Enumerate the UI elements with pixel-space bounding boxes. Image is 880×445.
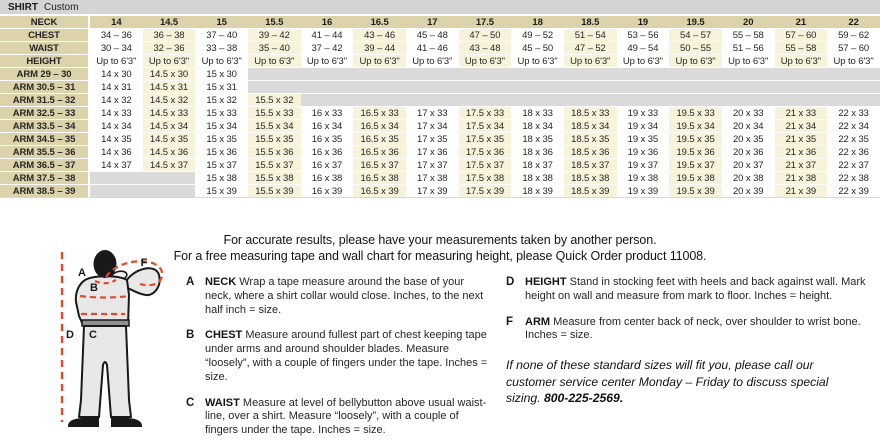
size-cell: 59 – 62	[827, 29, 880, 42]
empty-cell	[406, 68, 459, 81]
size-cell: 16.5	[353, 16, 406, 29]
empty-cell	[775, 94, 828, 107]
size-cell: Up to 6'3"	[90, 55, 143, 68]
size-cell: 16 x 35	[301, 133, 354, 146]
size-row	[0, 120, 880, 133]
size-cell: 35 – 40	[248, 42, 301, 55]
empty-cell	[775, 81, 828, 94]
size-cell: 17	[406, 16, 459, 29]
size-cell: 15.5 x 37	[248, 159, 301, 172]
size-cell: 18 x 34	[511, 120, 564, 133]
empty-cell	[617, 94, 670, 107]
size-cell: 18 x 39	[511, 185, 564, 198]
size-cell: 19 x 36	[617, 146, 670, 159]
row-label: ARM 38.5 – 39	[0, 185, 90, 198]
size-cell: 16 x 37	[301, 159, 354, 172]
empty-cell	[353, 94, 406, 107]
size-cell: 19 x 37	[617, 159, 670, 172]
size-cell: 14 x 36	[90, 146, 143, 159]
size-row	[0, 55, 880, 68]
size-cell: 16	[301, 16, 354, 29]
instruction-text: NECK Wrap a tape measure around the base of your neck, where a shirt collar would close. Inches, to the next half inch = size.	[205, 276, 484, 316]
size-cell: 20	[722, 16, 775, 29]
size-cell: 43 – 48	[459, 42, 512, 55]
size-cell: 37 – 42	[301, 42, 354, 55]
size-cell: 41 – 44	[301, 29, 354, 42]
size-cell: 16.5 x 33	[353, 107, 406, 120]
size-cell: 22	[827, 16, 880, 29]
size-cell: 18	[511, 16, 564, 29]
row-label: ARM 32.5 – 33	[0, 107, 90, 120]
intro-line-2: For a free measuring tape and wall chart for measuring height, please Quick Order product 11008.	[173, 248, 707, 263]
size-cell: 18 x 37	[511, 159, 564, 172]
size-cell: 18.5 x 35	[564, 133, 617, 146]
person-back-view-illustration	[6, 250, 181, 442]
size-cell: Up to 6'3"	[617, 55, 670, 68]
empty-cell	[143, 172, 196, 185]
size-cell: 15	[195, 16, 248, 29]
instructions-right-column	[506, 276, 874, 407]
size-cell: 15.5 x 32	[248, 94, 301, 107]
size-cell: 14.5 x 35	[143, 133, 196, 146]
size-cell: 14.5 x 33	[143, 107, 196, 120]
size-cell: 14.5 x 31	[143, 81, 196, 94]
size-cell: 16.5 x 36	[353, 146, 406, 159]
empty-cell	[775, 68, 828, 81]
empty-cell	[353, 81, 406, 94]
size-cell: 32 – 36	[143, 42, 196, 55]
size-cell: 15 x 36	[195, 146, 248, 159]
size-cell: 20 x 36	[722, 146, 775, 159]
size-cell: 15 x 38	[195, 172, 248, 185]
size-cell: 21 x 38	[775, 172, 828, 185]
size-cell: 15.5 x 36	[248, 146, 301, 159]
size-cell: Up to 6'3"	[248, 55, 301, 68]
size-cell: Up to 6'3"	[511, 55, 564, 68]
instruction-chest	[186, 329, 490, 384]
empty-cell	[617, 68, 670, 81]
size-cell: 18.5 x 39	[564, 185, 617, 198]
size-cell: 16.5 x 35	[353, 133, 406, 146]
size-cell: 14 x 37	[90, 159, 143, 172]
size-cell: 15.5 x 39	[248, 185, 301, 198]
size-row	[0, 172, 880, 185]
table-subtitle: Custom	[44, 2, 79, 13]
size-cell: 18 x 35	[511, 133, 564, 146]
empty-cell	[617, 81, 670, 94]
size-cell: 30 – 34	[90, 42, 143, 55]
instruction-text: WAIST Measure at level of bellybutton above usual waist-line, over a shirt. Measure “loosely”, with a couple of fingers under the tape. Inches = size.	[205, 396, 487, 437]
size-cell: 22 x 39	[827, 185, 880, 198]
empty-cell	[827, 68, 880, 81]
size-cell: 15 x 37	[195, 159, 248, 172]
size-cell: 15 x 34	[195, 120, 248, 133]
row-label: WAIST	[0, 42, 90, 55]
size-cell: 18 x 36	[511, 146, 564, 159]
size-cell: 14.5 x 30	[143, 68, 196, 81]
empty-cell	[722, 94, 775, 107]
size-cell: 22 x 33	[827, 107, 880, 120]
figure-label-a: A	[78, 267, 86, 279]
empty-cell	[564, 81, 617, 94]
instruction-term: NECK	[205, 276, 237, 288]
size-cell: 51 – 54	[564, 29, 617, 42]
size-cell: Up to 6'3"	[353, 55, 406, 68]
note-text: If none of these standard sizes will fit you, please call our customer service center Monday – Friday to discuss special sizing.	[506, 358, 829, 406]
size-cell: 15.5	[248, 16, 301, 29]
size-cell: Up to 6'3"	[143, 55, 196, 68]
head	[94, 250, 117, 278]
instruction-letter: C	[186, 396, 195, 409]
size-cell: 19.5 x 34	[669, 120, 722, 133]
empty-cell	[301, 94, 354, 107]
instruction-term: CHEST	[205, 329, 243, 342]
instruction-waist	[186, 397, 490, 438]
size-cell: 16 x 33	[301, 107, 354, 120]
size-cell: 21 x 33	[775, 107, 828, 120]
empty-cell	[143, 185, 196, 198]
size-cell: 15.5 x 33	[248, 107, 301, 120]
size-cell: 19.5	[669, 16, 722, 29]
size-cell: 16.5 x 34	[353, 120, 406, 133]
torso	[76, 276, 129, 325]
size-cell: 15.5 x 35	[248, 133, 301, 146]
row-label: CHEST	[0, 29, 90, 42]
size-cell: 14.5	[143, 16, 196, 29]
size-cell: 18.5 x 37	[564, 159, 617, 172]
empty-cell	[827, 81, 880, 94]
size-cell: 15 x 39	[195, 185, 248, 198]
size-cell: Up to 6'3"	[564, 55, 617, 68]
size-row	[0, 146, 880, 159]
instruction-letter: A	[186, 276, 195, 288]
size-cell: 17 x 35	[406, 133, 459, 146]
size-cell: 14 x 34	[90, 120, 143, 133]
empty-cell	[248, 68, 301, 81]
size-cell: 17.5 x 38	[459, 172, 512, 185]
empty-cell	[564, 68, 617, 81]
figure-label-f: F	[140, 257, 148, 269]
size-cell: 54 – 57	[669, 29, 722, 42]
size-cell: 19 x 33	[617, 107, 670, 120]
instruction-text: CHEST Measure around fullest part of chest keeping tape under arms and around shoulder blades. Measure “loosely”, with a couple of fingers under the tape. Inches = size.	[205, 329, 488, 383]
instructions-left-column	[186, 276, 490, 445]
empty-cell	[669, 68, 722, 81]
row-label: HEIGHT	[0, 55, 90, 68]
left-shoe	[68, 418, 99, 427]
size-cell: 43 – 46	[353, 29, 406, 42]
legs	[79, 326, 131, 417]
size-cell: 55 – 58	[775, 42, 828, 55]
size-cell: 17.5 x 34	[459, 120, 512, 133]
size-cell: 17.5 x 35	[459, 133, 512, 146]
size-cell: 37 – 40	[195, 29, 248, 42]
instruction-letter: D	[506, 276, 515, 288]
size-cell: 22 x 34	[827, 120, 880, 133]
row-label: ARM 34.5 – 35	[0, 133, 90, 146]
size-cell: 33 – 38	[195, 42, 248, 55]
note-phone-number: 800-225-2569.	[543, 391, 624, 406]
size-cell: 17 x 34	[406, 120, 459, 133]
table-title-bar	[0, 0, 880, 15]
size-cell: 20 x 37	[722, 159, 775, 172]
size-cell: 15 x 35	[195, 133, 248, 146]
size-cell: 49 – 54	[617, 42, 670, 55]
size-cell: 14 x 31	[90, 81, 143, 94]
size-cell: 14	[90, 16, 143, 29]
size-cell: Up to 6'3"	[459, 55, 512, 68]
size-cell: 19.5 x 38	[669, 172, 722, 185]
empty-cell	[248, 81, 301, 94]
size-cell: 41 – 46	[406, 42, 459, 55]
size-cell: 19	[617, 16, 670, 29]
size-cell: 17.5 x 39	[459, 185, 512, 198]
row-label: ARM 36.5 – 37	[0, 159, 90, 172]
empty-cell	[353, 68, 406, 81]
row-label: ARM 37.5 – 38	[0, 172, 90, 185]
empty-cell	[669, 81, 722, 94]
size-cell: 17 x 36	[406, 146, 459, 159]
size-cell: 22 x 36	[827, 146, 880, 159]
size-cell: 19 x 34	[617, 120, 670, 133]
neck-header-row	[0, 16, 880, 29]
size-cell: 19 x 35	[617, 133, 670, 146]
size-cell: 16 x 36	[301, 146, 354, 159]
instruction-term: WAIST	[205, 396, 240, 409]
size-cell: 15.5 x 38	[248, 172, 301, 185]
instruction-arm	[506, 316, 874, 344]
size-cell: 36 – 38	[143, 29, 196, 42]
size-cell: 14.5 x 32	[143, 94, 196, 107]
shirt-size-table	[0, 16, 880, 198]
instruction-height	[506, 276, 874, 304]
size-cell: 17 x 39	[406, 185, 459, 198]
size-row	[0, 159, 880, 172]
empty-cell	[90, 185, 143, 198]
size-table-body	[0, 16, 880, 198]
size-cell: 22 x 38	[827, 172, 880, 185]
empty-cell	[722, 81, 775, 94]
size-cell: 16.5 x 37	[353, 159, 406, 172]
empty-cell	[511, 81, 564, 94]
size-cell: 15 x 32	[195, 94, 248, 107]
empty-cell	[90, 172, 143, 185]
figure-label-d: D	[66, 329, 74, 341]
size-cell: 19.5 x 33	[669, 107, 722, 120]
size-cell: 14 x 32	[90, 94, 143, 107]
size-cell: 45 – 48	[406, 29, 459, 42]
size-cell: Up to 6'3"	[775, 55, 828, 68]
size-cell: 49 – 52	[511, 29, 564, 42]
size-cell: 15.5 x 34	[248, 120, 301, 133]
size-cell: 47 – 50	[459, 29, 512, 42]
figure-label-b: B	[90, 282, 98, 294]
size-cell: 22 x 35	[827, 133, 880, 146]
size-row	[0, 81, 880, 94]
size-row	[0, 68, 880, 81]
size-cell: 51 – 56	[722, 42, 775, 55]
empty-cell	[406, 94, 459, 107]
size-cell: 17.5 x 33	[459, 107, 512, 120]
instruction-text: HEIGHT Stand in stocking feet with heels and back against wall. Mark height on wall and measure from mark to floor. Inches = height.	[525, 276, 866, 302]
size-cell: 16.5 x 39	[353, 185, 406, 198]
empty-cell	[301, 81, 354, 94]
empty-cell	[459, 68, 512, 81]
size-cell: 47 – 52	[564, 42, 617, 55]
size-cell: 19 x 39	[617, 185, 670, 198]
size-cell: 14 x 35	[90, 133, 143, 146]
size-cell: 55 – 58	[722, 29, 775, 42]
size-cell: 16 x 38	[301, 172, 354, 185]
size-cell: 22 x 37	[827, 159, 880, 172]
size-cell: 17 x 33	[406, 107, 459, 120]
size-cell: 14 x 30	[90, 68, 143, 81]
size-cell: 39 – 42	[248, 29, 301, 42]
row-label: NECK	[0, 16, 90, 29]
empty-cell	[406, 81, 459, 94]
size-cell: 21 x 36	[775, 146, 828, 159]
size-cell: 18.5	[564, 16, 617, 29]
size-cell: 15 x 30	[195, 68, 248, 81]
size-cell: 14 x 33	[90, 107, 143, 120]
instruction-text: ARM Measure from center back of neck, over shoulder to wrist bone. Inches = size.	[525, 315, 861, 342]
empty-cell	[827, 94, 880, 107]
row-label: ARM 33.5 – 34	[0, 120, 90, 133]
instruction-term: ARM	[525, 315, 551, 328]
size-cell: 53 – 56	[617, 29, 670, 42]
size-cell: 16 x 34	[301, 120, 354, 133]
size-cell: 18.5 x 38	[564, 172, 617, 185]
size-row	[0, 29, 880, 42]
empty-cell	[669, 94, 722, 107]
size-cell: 57 – 60	[827, 42, 880, 55]
size-cell: Up to 6'3"	[195, 55, 248, 68]
row-label: ARM 30.5 – 31	[0, 81, 90, 94]
size-cell: 17.5 x 36	[459, 146, 512, 159]
size-cell: 15 x 31	[195, 81, 248, 94]
size-cell: 50 – 55	[669, 42, 722, 55]
size-cell: 20 x 39	[722, 185, 775, 198]
size-row	[0, 185, 880, 198]
size-cell: 34 – 36	[90, 29, 143, 42]
size-cell: 18 x 38	[511, 172, 564, 185]
size-cell: 20 x 34	[722, 120, 775, 133]
size-cell: 18 x 33	[511, 107, 564, 120]
size-cell: 57 – 60	[775, 29, 828, 42]
size-cell: 19.5 x 35	[669, 133, 722, 146]
size-cell: 15 x 33	[195, 107, 248, 120]
row-label: ARM 31.5 – 32	[0, 94, 90, 107]
instruction-term: HEIGHT	[525, 276, 567, 288]
intro-line-1: For accurate results, please have your measurements taken by another person.	[223, 233, 657, 247]
size-cell: 14.5 x 36	[143, 146, 196, 159]
size-cell: 16.5 x 38	[353, 172, 406, 185]
size-cell: 20 x 35	[722, 133, 775, 146]
figure-label-c: C	[89, 329, 97, 341]
empty-cell	[301, 68, 354, 81]
instruction-neck	[186, 276, 490, 317]
size-cell: 21	[775, 16, 828, 29]
size-cell: 17.5	[459, 16, 512, 29]
empty-cell	[459, 94, 512, 107]
size-cell: 18.5 x 36	[564, 146, 617, 159]
size-cell: Up to 6'3"	[406, 55, 459, 68]
size-cell: 18.5 x 34	[564, 120, 617, 133]
size-cell: 18.5 x 33	[564, 107, 617, 120]
size-cell: 39 – 44	[353, 42, 406, 55]
size-cell: 19.5 x 37	[669, 159, 722, 172]
size-row	[0, 133, 880, 146]
size-row	[0, 107, 880, 120]
row-label: ARM 29 – 30	[0, 68, 90, 81]
empty-cell	[511, 68, 564, 81]
empty-cell	[459, 81, 512, 94]
empty-cell	[511, 94, 564, 107]
size-cell: 20 x 33	[722, 107, 775, 120]
size-cell: 19.5 x 36	[669, 146, 722, 159]
measurement-figure	[6, 250, 181, 442]
size-cell: 19.5 x 39	[669, 185, 722, 198]
size-cell: Up to 6'3"	[722, 55, 775, 68]
size-cell: Up to 6'3"	[301, 55, 354, 68]
empty-cell	[564, 94, 617, 107]
row-label: ARM 35.5 – 36	[0, 146, 90, 159]
size-cell: 16 x 39	[301, 185, 354, 198]
size-cell: 20 x 38	[722, 172, 775, 185]
raised-arm	[125, 268, 160, 295]
size-cell: 21 x 35	[775, 133, 828, 146]
special-sizing-note	[506, 357, 854, 407]
size-cell: 17.5 x 37	[459, 159, 512, 172]
table-title: SHIRT	[8, 2, 38, 13]
size-cell: Up to 6'3"	[827, 55, 880, 68]
right-shoe	[111, 418, 142, 427]
size-cell: 21 x 34	[775, 120, 828, 133]
size-cell: 14.5 x 34	[143, 120, 196, 133]
size-row	[0, 42, 880, 55]
size-row	[0, 94, 880, 107]
size-cell: 19 x 38	[617, 172, 670, 185]
size-cell: 21 x 37	[775, 159, 828, 172]
size-cell: 17 x 38	[406, 172, 459, 185]
size-cell: 45 – 50	[511, 42, 564, 55]
size-cell: 14.5 x 37	[143, 159, 196, 172]
size-cell: Up to 6'3"	[669, 55, 722, 68]
size-cell: 17 x 37	[406, 159, 459, 172]
empty-cell	[722, 68, 775, 81]
instruction-letter: B	[186, 329, 195, 342]
size-cell: 21 x 39	[775, 185, 828, 198]
instruction-letter: F	[506, 315, 514, 328]
